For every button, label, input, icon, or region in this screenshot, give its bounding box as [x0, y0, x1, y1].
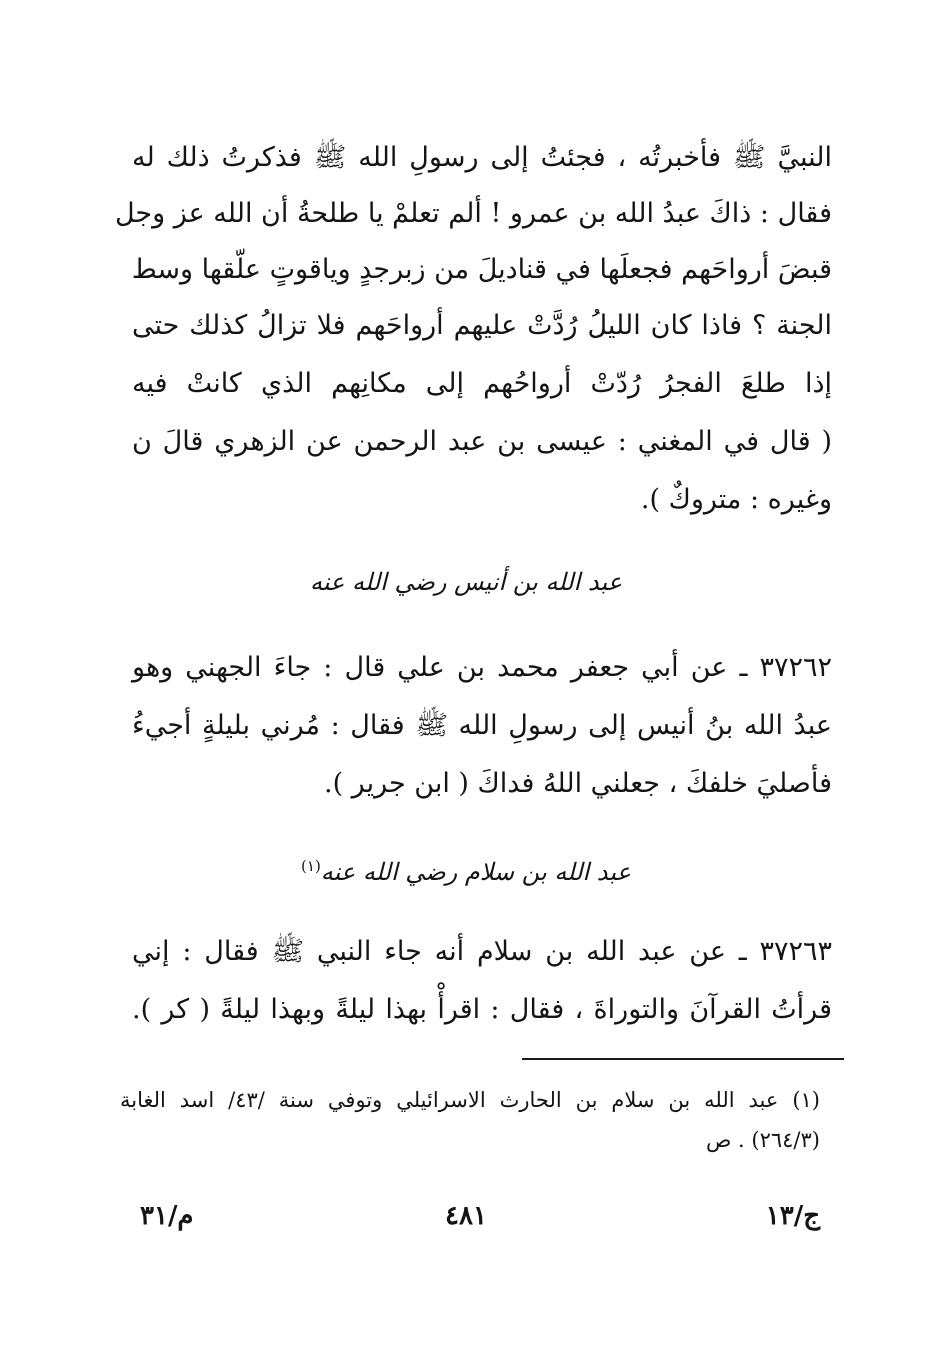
footnote-line: (٢٦٤/٣) . ص: [705, 1128, 820, 1152]
footnote-line: (١) عبد الله بن سلام بن الحارث الاسرائيلي وتوفي سنة /٤٣/ اسد الغابة: [120, 1088, 820, 1112]
footnote-separator: [522, 1058, 844, 1060]
paragraph-2-line: ٣٧٢٦٢ ـ عن أبي جعفر محمد بن علي قال : جاءَ الجهني وهو: [132, 652, 832, 683]
paragraph-2-line: فأصليَ خلفكَ ، جعلني اللهُ فداكَ ( ابن جرير ).: [323, 768, 832, 799]
paragraph-1-line: إذا طلعَ الفجرُ رُدّتْ أرواحُهم إلى مكانِهم الذي كانتْ فيه: [132, 368, 832, 399]
footnote-marker: (١): [301, 857, 321, 875]
section-heading: [0, 846, 932, 892]
paragraph-1-line: ( قال في المغني : عيسى بن عبد الرحمن عن الزهري قالَ ن: [132, 426, 832, 457]
paragraph-1-line: فقال : ذاكَ عبدُ الله بن عمرو ! ألم تعلمْ يا طلحةُ أن الله عز وجل: [114, 198, 832, 229]
signature-marker: م/٣١: [140, 1201, 194, 1231]
section-heading: عبد الله بن أنيس رضي الله عنه: [309, 568, 623, 596]
paragraph-1-line: الجنة ؟ فاذا كان الليلُ رُدَّتْ عليهم أرواحَهم فلا تزالُ كذلك حتى: [132, 310, 832, 341]
page-number: ٤٨١: [445, 1201, 487, 1231]
paragraph-1-line: وغيره : متروكٌ ).: [640, 484, 832, 515]
section-heading-text: عبد الله بن سلام رضي الله عنه: [320, 858, 631, 886]
paragraph-2-line: عبدُ الله بنُ أنيس إلى رسولِ الله ﷺ فقال : مُرني بليلةٍ أجيءُ: [132, 710, 832, 741]
paragraph-1-line: قبضَ أرواحَهم فجعلَها في قناديلَ من زبرجدٍ وياقوتٍ علّقها وسط: [131, 254, 832, 285]
paragraph-3-line: ٣٧٢٦٣ ـ عن عبد الله بن سلام أنه جاء النبي ﷺ فقال : إني: [132, 936, 832, 967]
paragraph-3-line: قرأتُ القرآنَ والتوراةَ ، فقال : اقرأْ بهذا ليلةً وبهذا ليلةً ( كر ).: [132, 994, 832, 1025]
volume-marker: ج/١٣: [765, 1201, 820, 1231]
paragraph-1-line: النبيَّ ﷺ فأخبرتُه ، فجئتُ إلى رسولِ الله ﷺ فذكرتُ ذلك له: [132, 142, 832, 173]
